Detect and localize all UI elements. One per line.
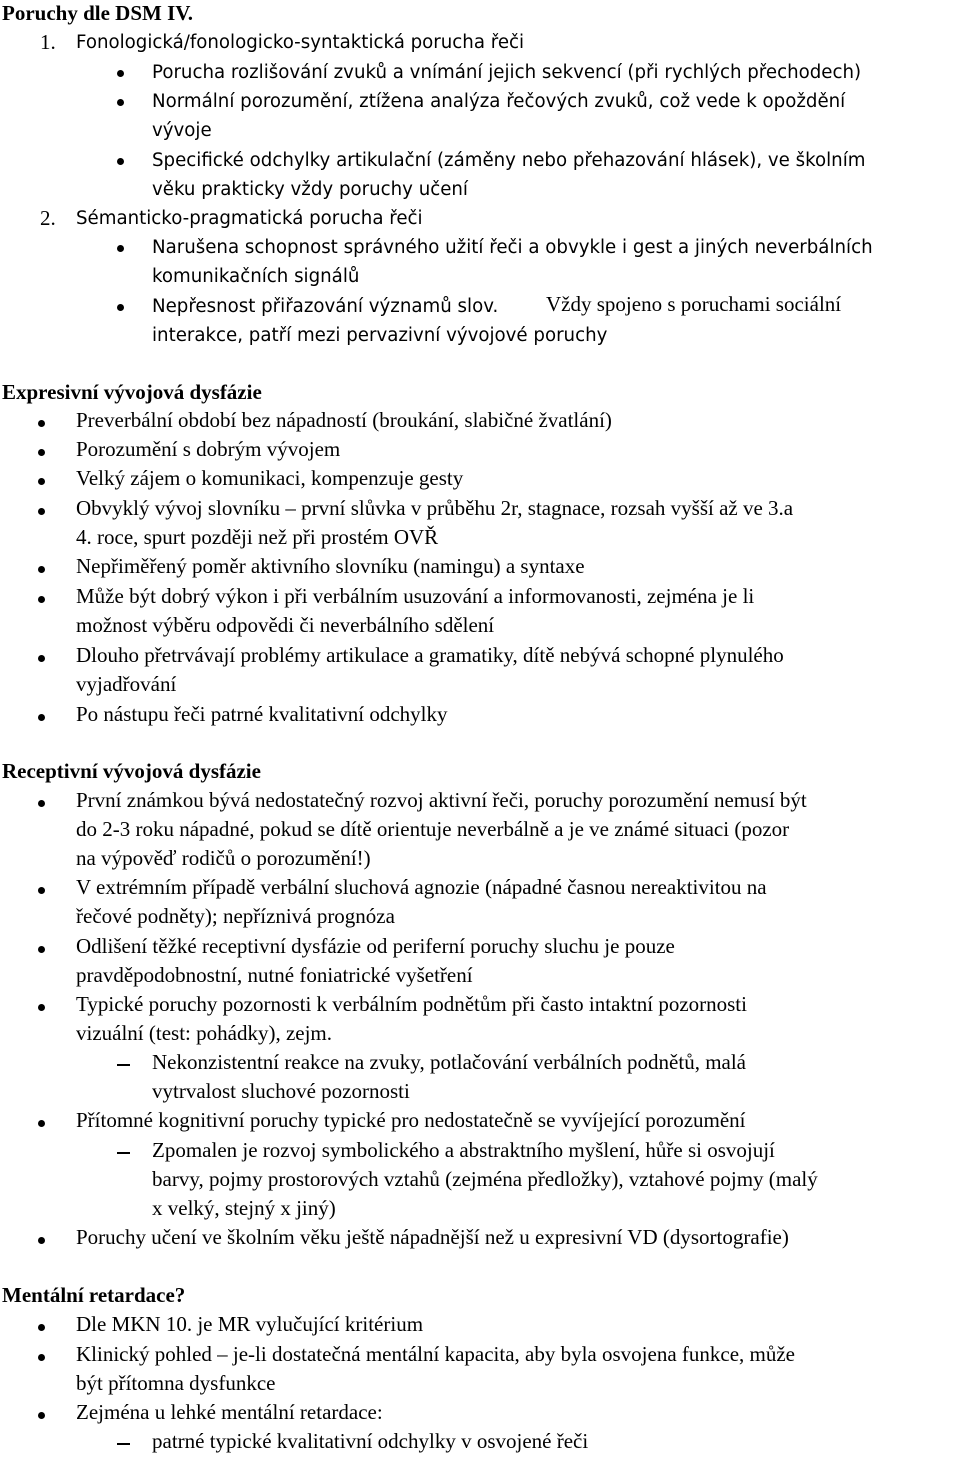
list-item: Preverbální období bez nápadností (broukání, slabičné žvatlání): [76, 408, 612, 432]
bullet-icon: [38, 1120, 45, 1127]
list-item: Porucha rozlišování zvuků a vnímání jejich sekvencí (při rychlých přechodech): [152, 62, 862, 83]
list-item-continuation: vyjadřování: [76, 672, 177, 696]
list-item-continuation: 4. roce, spurt později než při prostém OVŘ: [76, 525, 439, 549]
list-item: Dlouho přetrvávají problémy artikulace a gramatiky, dítě nebývá schopné plynulého: [76, 643, 784, 667]
sub-list-item-continuation: x velký, stejný x jiný): [152, 1196, 336, 1220]
list-item: Normální porozumění, ztížena analýza řečových zvuků, což vede k opoždění: [152, 91, 846, 112]
bullet-icon: [117, 304, 124, 311]
dash-icon: [117, 1064, 130, 1066]
bullet-icon: [38, 596, 45, 603]
list-item: Nepřesnost přiřazování významů slov.: [152, 296, 499, 317]
list-item: V extrémním případě verbální sluchová agnozie (nápadné časnou nereaktivitou na: [76, 875, 767, 899]
list-item-continuation: věku prakticky vždy poruchy učení: [152, 179, 468, 200]
page-title: Poruchy dle DSM IV.: [2, 1, 193, 25]
list-item: Poruchy učení ve školním věku ještě nápadnější než u expresivní VD (dysortografie): [76, 1225, 789, 1249]
list-item-continuation: komunikačních signálů: [152, 266, 360, 287]
list-number: 1.: [40, 30, 56, 54]
list-item: Po nástupu řeči patrné kvalitativní odchylky: [76, 702, 448, 726]
list-item: Může být dobrý výkon i při verbálním usuzování a informovanosti, zejména je li: [76, 584, 755, 608]
list-item: Obvyklý vývoj slovníku – první slůvka v průběhu 2r, stagnace, rozsah vyšší až ve 3.a: [76, 496, 794, 520]
list-item: Odlišení těžké receptivní dysfázie od periferní poruchy sluchu je pouze: [76, 934, 675, 958]
list-item: Dle MKN 10. je MR vylučující kritérium: [76, 1312, 424, 1336]
list-item: Zejména u lehké mentální retardace:: [76, 1400, 383, 1424]
bullet-icon: [38, 1004, 45, 1011]
list-item-continuation: vizuální (test: pohádky), zejm.: [76, 1021, 333, 1045]
list-item: Typické poruchy pozornosti k verbálním podnětům při často intaktní pozornosti: [76, 992, 747, 1016]
list-item-continuation: do 2-3 roku nápadné, pokud se dítě orientuje neverbálně a je ve známé situaci (pozor: [76, 817, 790, 841]
bullet-icon: [117, 70, 124, 77]
bullet-icon: [38, 1237, 45, 1244]
dsm-item-label: Sémanticko-pragmatická porucha řeči: [76, 208, 423, 229]
list-item-serif-tail: Vždy spojeno s poruchami sociální: [546, 292, 842, 316]
list-item-continuation: vývoje: [152, 120, 212, 141]
sub-list-item: Zpomalen je rozvoj symbolického a abstraktního myšlení, hůře si osvojují: [152, 1138, 775, 1162]
list-item-continuation: možnost výběru odpovědi či neverbálního sdělení: [76, 613, 495, 637]
bullet-icon: [38, 800, 45, 807]
bullet-icon: [38, 887, 45, 894]
bullet-icon: [38, 508, 45, 515]
list-item: Porozumění s dobrým vývojem: [76, 437, 341, 461]
list-item: Velký zájem o komunikaci, kompenzuje gesty: [76, 466, 464, 490]
list-item-continuation: pravděpodobnostní, nutné foniatrické vyšetření: [76, 963, 473, 987]
list-item-continuation: být přítomna dysfunkce: [76, 1371, 276, 1395]
list-number: 2.: [40, 206, 56, 230]
list-item: Přítomné kognitivní poruchy typické pro nedostatečně se vyvíjející porozumění: [76, 1108, 746, 1132]
bullet-icon: [38, 478, 45, 485]
bullet-icon: [38, 714, 45, 721]
list-item: Klinický pohled – je-li dostatečná mentální kapacita, aby byla osvojena funkce, může: [76, 1342, 796, 1366]
bullet-icon: [117, 158, 124, 165]
bullet-icon: [38, 946, 45, 953]
section-heading-mental: Mentální retardace?: [2, 1283, 186, 1307]
sub-list-item: patrné typické kvalitativní odchylky v osvojené řeči: [152, 1429, 589, 1453]
sub-list-item-continuation: barvy, pojmy prostorových vztahů (zejména předložky), vztahové pojmy (malý: [152, 1167, 818, 1191]
list-item-continuation: na výpověď rodičů o porozumění!): [76, 846, 371, 870]
sub-list-item-continuation: vytrvalost sluchové pozornosti: [152, 1079, 410, 1103]
dash-icon: [117, 1152, 130, 1154]
bullet-icon: [38, 1354, 45, 1361]
list-item: První známkou bývá nedostatečný rozvoj aktivní řeči, poruchy porozumění nemusí být: [76, 788, 807, 812]
bullet-icon: [38, 449, 45, 456]
bullet-icon: [117, 99, 124, 106]
bullet-icon: [38, 1412, 45, 1419]
section-heading-receptive: Receptivní vývojová dysfázie: [2, 759, 261, 783]
list-item: Narušena schopnost správného užití řeči a obvykle i gest a jiných neverbálních: [152, 237, 873, 258]
section-heading-expressive: Expresivní vývojová dysfázie: [2, 380, 262, 404]
bullet-icon: [38, 1324, 45, 1331]
list-item-continuation: interakce, patří mezi pervazivní vývojové poruchy: [152, 325, 608, 346]
dsm-item-label: Fonologická/fonologicko-syntaktická porucha řeči: [76, 32, 525, 53]
list-item: Nepřiměřený poměr aktivního slovníku (namingu) a syntaxe: [76, 554, 585, 578]
list-item-continuation: řečové podněty); nepříznivá prognóza: [76, 904, 395, 928]
bullet-icon: [117, 245, 124, 252]
sub-list-item: Nekonzistentní reakce na zvuky, potlačování verbálních podnětů, malá: [152, 1050, 746, 1074]
list-item: Specifické odchylky artikulační (záměny nebo přehazování hlásek), ve školním: [152, 150, 866, 171]
bullet-icon: [38, 655, 45, 662]
bullet-icon: [38, 420, 45, 427]
dash-icon: [117, 1443, 130, 1445]
bullet-icon: [38, 566, 45, 573]
